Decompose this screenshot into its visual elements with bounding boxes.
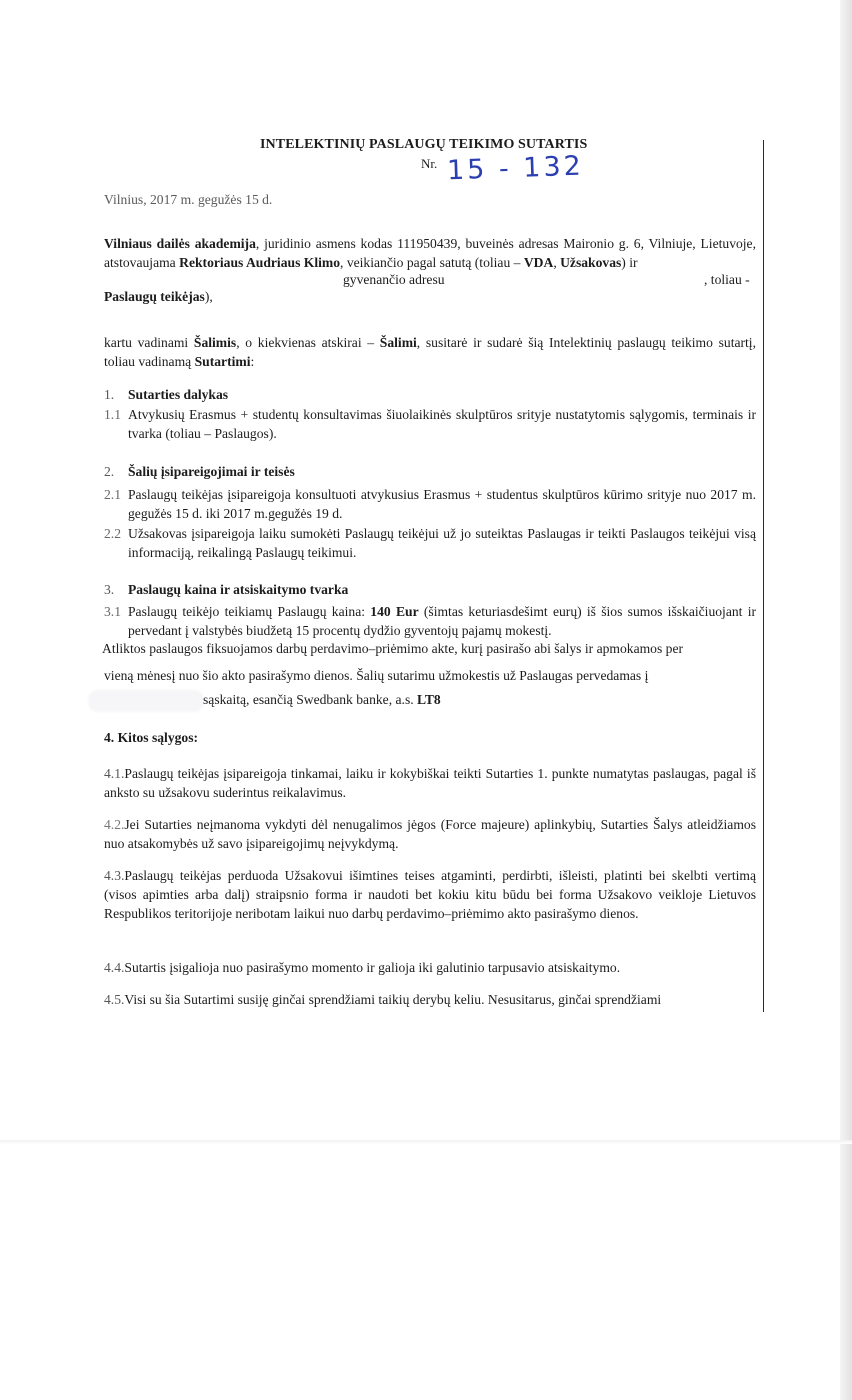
section-3-title: Paslaugų kaina ir atsiskaitymo tvarka	[128, 582, 349, 597]
section-3-heading	[104, 582, 348, 598]
and-text: ) ir	[621, 255, 638, 270]
price-value: 140 Eur	[370, 604, 419, 619]
parties-paragraph	[104, 234, 756, 272]
place-and-date: Vilnius, 2017 m. gegužės 15 d.	[104, 192, 273, 207]
section-1-title: Sutarties dalykas	[128, 387, 229, 402]
term-salimi: Šalimi	[379, 335, 417, 350]
clause-2-1	[104, 485, 756, 523]
section-1-heading	[104, 387, 228, 403]
colon: :	[250, 354, 255, 369]
clause-number: 4.4.	[104, 960, 125, 975]
section-2-heading	[104, 464, 295, 480]
payment-line-c	[203, 692, 441, 708]
clause-number: 4.1.	[104, 766, 125, 781]
clause-4-1	[104, 764, 756, 802]
clause-4-5	[104, 990, 756, 1009]
clause-number: 4.5.	[104, 992, 125, 1007]
clause-number: 4.3.	[104, 868, 125, 883]
clause-4-2	[104, 815, 756, 853]
clause-text: Atvykusių Erasmus + studentų konsultavimas šiuolaikinės skulptūros srityje nustatytomis sąlygomis, terminais ir tvarka (toliau – Paslaugos).	[128, 407, 756, 441]
section-3-number: 3.	[104, 582, 115, 597]
comma: ,	[553, 255, 561, 270]
section-2-title: Šalių įsipareigojimai ir teisės	[128, 464, 295, 479]
clause-text: Visi su šia Sutartimi susiję ginčai sprendžiami taikių derybų keliu. Nesusitarus, ginčai sprendžiami	[124, 992, 662, 1007]
clause-text: Užsakovas įsipareigoja laiku sumokėti Paslaugų teikėjui už jo suteiktas Paslaugas ir teikti Paslaugos teikėjui visą informaciją, reikalingą Paslaugų teikimui.	[128, 526, 756, 560]
payment-line-b: vieną mėnesį nuo šio akto pasirašymo dienos. Šalių sutarimu užmokestis už Paslaugas pervedamas į	[104, 668, 649, 683]
clause-text: Sutartis įsigalioja nuo pasirašymo momento ir galioja iki galutinio tarpusavio atsiskaitymo.	[124, 960, 621, 975]
clause-number: 1.1	[104, 407, 121, 422]
clause-2-2	[104, 524, 756, 562]
clause-text: Jei Sutarties neįmanoma vykdyti dėl nenugalimos jėgos (Force majeure) aplinkybių, Sutarties Šalys atleidžiamos nuo atsakomybės už savo įsipareigojimų neįvykdymą.	[104, 817, 756, 851]
clause-text: Paslaugų teikėjas įsipareigoja konsultuoti atvykusius Erasmus + studentus skulptūros kūrimo srityje nuo 2017 m. gegužės 15 d. iki 2017 m.gegužės 19 d.	[128, 487, 756, 521]
scan-bottom-edge	[0, 1140, 852, 1144]
customer-term: Užsakovas	[560, 255, 622, 270]
hereinafter-text: , toliau -	[704, 272, 750, 287]
clause-text	[128, 602, 756, 640]
payment-line-a: Atliktos paslaugos fiksuojamos darbų perdavimo–priėmimo akte, kurį pasirašo abi šalys ir apmokamos per	[102, 641, 684, 656]
together-paragraph	[104, 333, 756, 371]
clause-number: 3.1	[104, 604, 121, 619]
clause-number: 4.2.	[104, 817, 125, 832]
price-pre: Paslaugų teikėjo teikiamų Paslaugų kaina:	[128, 604, 371, 619]
vda-abbr: VDA	[523, 255, 554, 270]
clause-1-1	[104, 405, 756, 443]
together-mid: , o kiekvienas atskirai –	[236, 335, 380, 350]
provider-term: Paslaugų teikėjas	[104, 289, 205, 304]
price-post: (šimtas keturiasdešimt eurų) iš šios sumos išskaičiuojant ir pervedant į valstybės biudžetą 15 procentų dydžio gyventojų pajamų mokestį.	[128, 604, 756, 638]
bank-text: sąskaitą, esančią Swedbank banke, a.s.	[203, 692, 414, 707]
account-prefix: LT8	[417, 692, 441, 707]
address-label: gyvenančio adresu	[343, 272, 445, 287]
rector-name: Rektoriaus Audriaus Klimo	[179, 255, 341, 270]
document-title: INTELEKTINIŲ PASLAUGŲ TEIKIMO SUTARTIS	[260, 137, 588, 152]
section-4-heading: 4. Kitos sąlygos:	[104, 730, 199, 745]
acting-text: , veikiančio pagal satutą (toliau –	[340, 255, 524, 270]
section-1-number: 1.	[104, 387, 115, 402]
scan-edge-shadow	[840, 0, 852, 1400]
term-sutartimi: Sutartimi	[194, 354, 251, 369]
clause-text: Paslaugų teikėjas perduoda Užsakovui išimtines teises atgaminti, perdirbti, išleisti, platinti bei skelbti vertimą (visos apimties arba dalį) straipsnio forma ir naudoti bet kokiu kitu būdu bei forma Užsakovo veikloje Lietuvos Respublikos teritorijoje neribotam laikui nuo darbų perdavimo–priėmimo akto pasirašymo dienos.	[104, 868, 756, 921]
provider-end: ),	[204, 289, 213, 304]
margin-rule-line	[763, 140, 764, 1012]
clause-text: Paslaugų teikėjas įsipareigoja tinkamai, laiku ir kokybiškai teikti Sutarties 1. punkte numatytas paslaugas, pagal iš anksto su užsakovu suderintus reikalavimus.	[104, 766, 756, 800]
provider-definition	[104, 289, 213, 305]
together-pre: kartu vadinami	[104, 335, 194, 350]
clause-number: 2.2	[104, 526, 121, 541]
handwritten-document-number: 15 - 132	[446, 150, 585, 187]
clause-4-4	[104, 958, 756, 977]
document-number-label: Nr.	[421, 156, 438, 171]
clause-3-1	[104, 602, 756, 640]
term-salimis: Šalimis	[193, 335, 237, 350]
org-name: Vilniaus dailės akademija	[104, 236, 256, 251]
section-2-number: 2.	[104, 464, 115, 479]
org-details: , juridinio asmens kodas 111950439, buveinės adresas Maironio g. 6, Vilniuje, Lietuvoje, atstovaujama	[104, 236, 756, 270]
clause-number: 2.1	[104, 487, 121, 502]
together-post: , susitarė ir sudarė šią Intelektinių paslaugų teikimo sutartį, toliau vadinamą	[104, 335, 756, 369]
redacted-area	[88, 690, 204, 712]
clause-4-3	[104, 866, 756, 923]
